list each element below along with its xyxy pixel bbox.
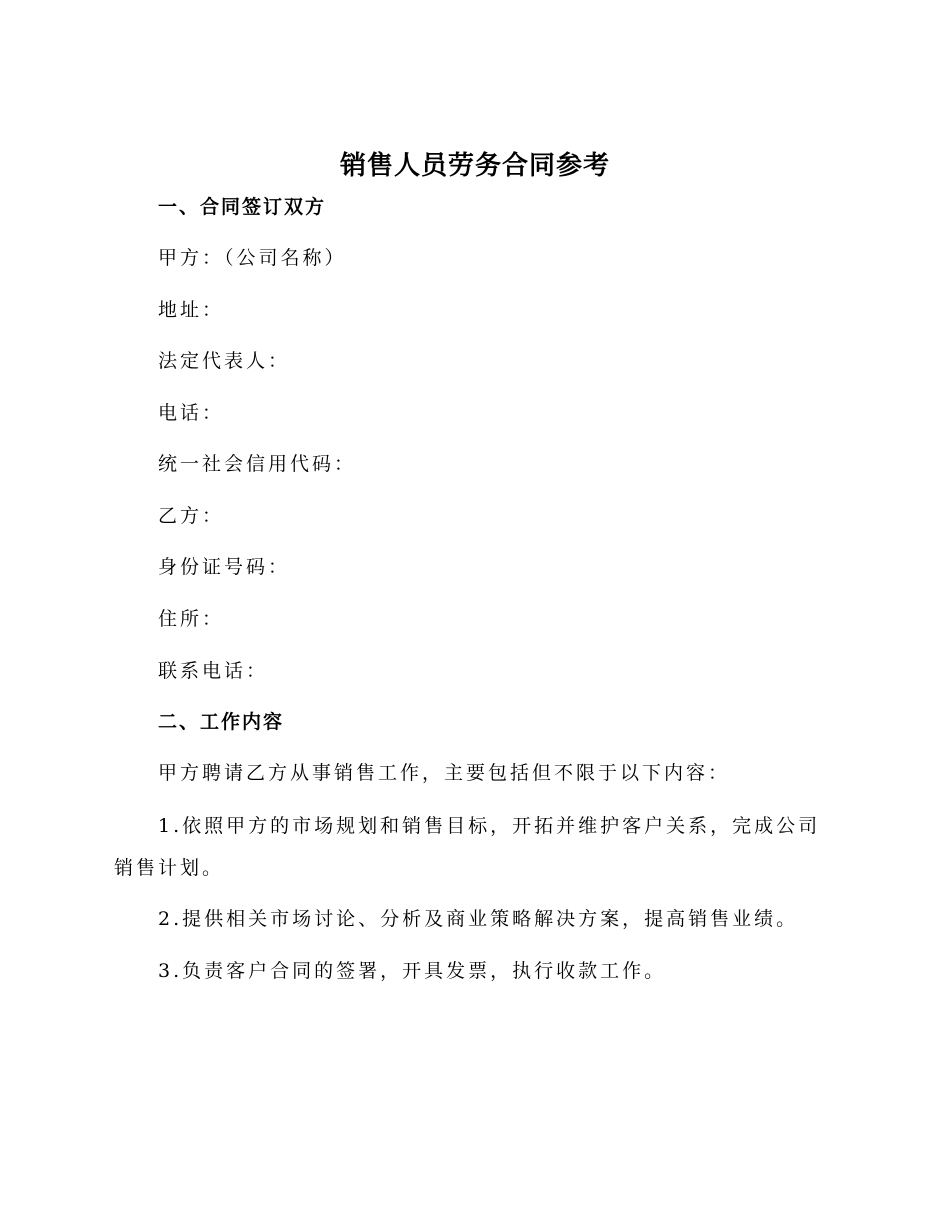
field-address: 地址：	[158, 299, 225, 321]
work-item-1: 1.依照甲方的市场规划和销售目标，开拓并维护客户关系，完成公司销售计划。	[114, 815, 821, 879]
field-party-a: 甲方：（公司名称）	[158, 247, 347, 269]
field-party-b: 乙方：	[158, 505, 225, 527]
document-title: 销售人员劳务合同参考	[339, 151, 610, 181]
field-id-number: 身份证号码：	[158, 556, 291, 578]
field-legal-representative: 法定代表人：	[158, 350, 291, 372]
work-item-2: 2.提供相关市场讨论、分析及商业策略解决方案，提高销售业绩。	[158, 908, 799, 930]
field-residence: 住所：	[158, 608, 225, 630]
section-heading-parties: 一、合同签订双方	[158, 196, 327, 218]
work-content-intro: 甲方聘请乙方从事销售工作，主要包括但不限于以下内容：	[158, 762, 731, 784]
field-credit-code: 统一社会信用代码：	[158, 453, 357, 475]
work-item-3: 3.负责客户合同的签署，开具发票，执行收款工作。	[158, 960, 667, 982]
field-contact-phone: 联系电话：	[158, 660, 269, 682]
field-phone: 电话：	[158, 402, 225, 424]
section-heading-work-content: 二、工作内容	[158, 711, 285, 733]
